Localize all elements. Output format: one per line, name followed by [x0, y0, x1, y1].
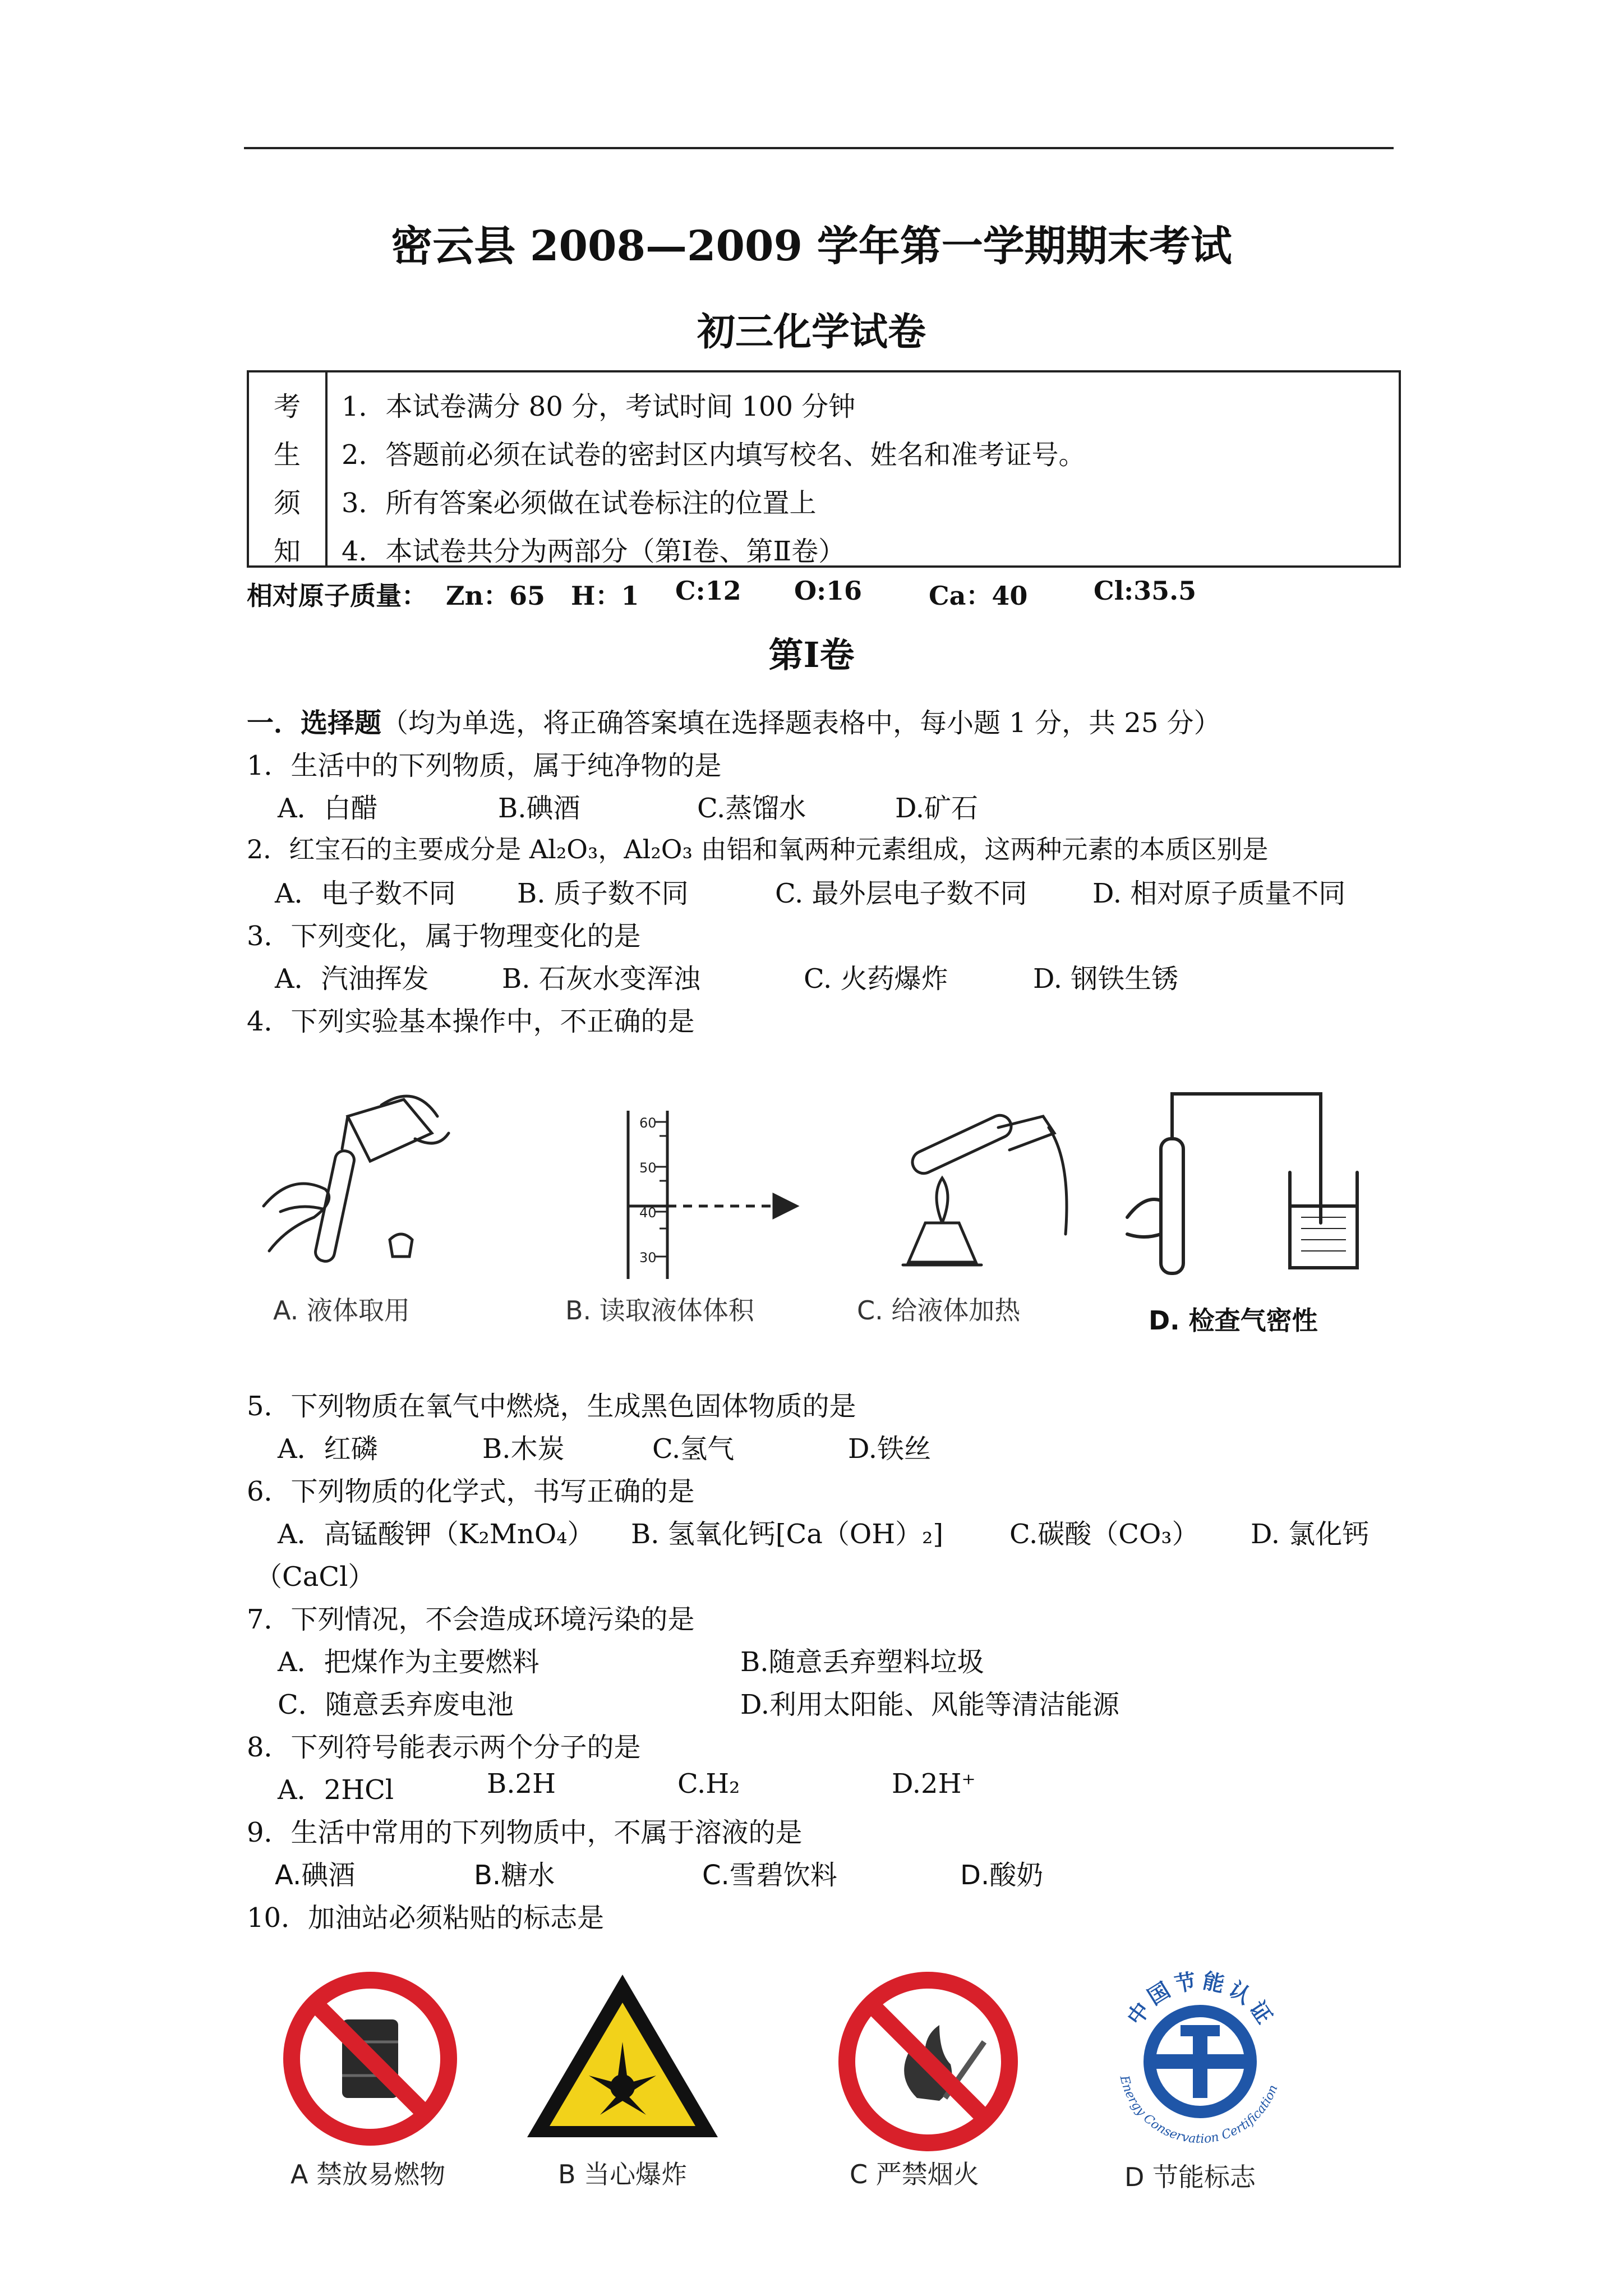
answer-option[interactable]: B.碘酒 — [498, 793, 580, 824]
answer-option[interactable]: B. 石灰水变浑浊 — [502, 963, 700, 995]
answer-option[interactable]: C.碳酸（CO₃） — [1009, 1519, 1199, 1550]
answer-option[interactable]: A．电子数不同 — [275, 878, 456, 909]
section-heading-note: （均为单选，将正确答案填在选择题表格中，每小题 1 分，共 25 分） — [381, 707, 1221, 739]
answer-option-continued: （CaCl） — [255, 1561, 375, 1593]
notice-item: 2．答题前必须在试卷的密封区内填写校名、姓名和准考证号。 — [342, 439, 1086, 471]
answer-option[interactable]: C.雪碧饮料 — [702, 1860, 837, 1891]
answer-option[interactable]: B. 质子数不同 — [517, 878, 689, 909]
notice-label-char: 考 — [273, 391, 301, 422]
answer-option[interactable]: B. 氢氧化钙[Ca（OH）₂] — [631, 1519, 944, 1550]
figure-caption: A. 液体取用 — [273, 1295, 410, 1326]
answer-option[interactable]: D.2H⁺ — [892, 1768, 976, 1800]
question-stem: 4．下列实验基本操作中，不正确的是 — [247, 1006, 695, 1037]
answer-option[interactable]: A．汽油挥发 — [275, 963, 429, 995]
answer-option[interactable]: D.矿石 — [895, 793, 979, 824]
cylinder-tick-label: 50 — [639, 1160, 657, 1176]
exam-notice-box — [247, 370, 1401, 568]
question-stem: 2．红宝石的主要成分是 Al₂O₃，Al₂O₃ 由铝和氧两种元素组成，这两种元素的本质区别是 — [247, 834, 1269, 864]
atomic-mass-label: 相对原子质量： — [247, 581, 427, 611]
svg-text:中国节能认证 — [1122, 1968, 1279, 2032]
logo-bottom-text: Energy Conservation Certification — [1117, 2074, 1281, 2147]
question-stem: 1．生活中的下列物质，属于纯净物的是 — [247, 750, 722, 781]
notice-label-char: 知 — [273, 536, 301, 567]
notice-label-column — [249, 372, 328, 565]
sign-caption: B 当心爆炸 — [558, 2159, 688, 2189]
no-open-flame-sign-icon — [827, 1969, 1029, 2154]
answer-option[interactable]: C.H₂ — [677, 1768, 740, 1800]
figure-caption: B. 读取液体体积 — [565, 1295, 754, 1326]
graduated-cylinder-illustration — [606, 1111, 808, 1285]
answer-option[interactable]: C. 火药爆炸 — [804, 963, 948, 995]
exam-title: 密云县 2008—2009 学年第一学期期末考试 — [391, 222, 1232, 270]
logo-top-text: 中国节能认证 — [1122, 1968, 1280, 2032]
pour-liquid-illustration — [247, 1083, 471, 1285]
answer-option[interactable]: C.蒸馏水 — [697, 793, 806, 824]
atomic-mass-value: Zn：65 — [446, 581, 546, 611]
answer-option[interactable]: A．红磷 — [278, 1433, 378, 1465]
answer-option[interactable]: A．高锰酸钾（K₂MnO₄） — [278, 1519, 594, 1550]
answer-option[interactable]: A．2HCl — [278, 1774, 394, 1806]
answer-option[interactable]: B.木炭 — [482, 1433, 565, 1465]
notice-item: 3．所有答案必须做在试卷标注的位置上 — [342, 487, 817, 519]
no-flammables-sign-icon — [275, 1969, 465, 2148]
answer-option[interactable]: D. 氯化钙 — [1251, 1519, 1370, 1550]
section-heading-title: 一．选择题 — [247, 707, 382, 739]
answer-option[interactable]: A.碘酒 — [275, 1860, 356, 1891]
notice-item: 4．本试卷共分为两部分（第Ⅰ卷、第Ⅱ卷） — [342, 536, 846, 567]
question-stem: 5．下列物质在氧气中燃烧，生成黑色固体物质的是 — [247, 1391, 856, 1422]
answer-option[interactable]: C. 最外层电子数不同 — [775, 878, 1027, 909]
explosion-warning-sign-icon — [516, 1963, 729, 2148]
atomic-mass-value: Cl:35.5 — [1094, 576, 1197, 606]
energy-conservation-logo-icon — [1096, 1958, 1304, 2154]
sign-caption: D 节能标志 — [1124, 2162, 1256, 2192]
atomic-mass-value: C:12 — [675, 576, 741, 606]
answer-option[interactable]: A．把煤作为主要燃料 — [278, 1646, 540, 1678]
notice-label-char: 生 — [273, 439, 301, 471]
answer-option[interactable]: B.2H — [487, 1768, 556, 1800]
answer-option[interactable]: B.糖水 — [474, 1860, 555, 1891]
section-heading — [247, 701, 1221, 740]
question-stem: 6．下列物质的化学式，书写正确的是 — [247, 1476, 695, 1507]
atomic-mass-value: H：1 — [571, 581, 639, 611]
notice-item: 1．本试卷满分 80 分，考试时间 100 分钟 — [342, 391, 856, 422]
exam-subtitle: 初三化学试卷 — [697, 310, 926, 355]
heating-liquid-illustration — [886, 1094, 1088, 1279]
part-heading: 第Ⅰ卷 — [768, 634, 855, 675]
figure-caption: D. 检查气密性 — [1149, 1305, 1318, 1336]
airtightness-check-illustration — [1122, 1083, 1368, 1285]
question-stem: 9．生活中常用的下列物质中，不属于溶液的是 — [247, 1817, 803, 1848]
sign-caption: C 严禁烟火 — [850, 2159, 979, 2189]
cylinder-tick-label: 40 — [639, 1205, 657, 1221]
question-stem: 8．下列符号能表示两个分子的是 — [247, 1732, 641, 1763]
answer-option[interactable]: B.随意丢弃塑料垃圾 — [740, 1646, 984, 1678]
top-rule — [244, 147, 1394, 149]
question-stem: 10．加油站必须粘贴的标志是 — [247, 1902, 605, 1934]
answer-option[interactable]: D. 相对原子质量不同 — [1092, 878, 1346, 909]
question-stem: 7．下列情况，不会造成环境污染的是 — [247, 1604, 695, 1635]
answer-option[interactable]: D.利用太阳能、风能等清洁能源 — [740, 1689, 1120, 1720]
sign-caption: A 禁放易燃物 — [291, 2159, 446, 2189]
answer-option[interactable]: C．随意丢弃废电池 — [278, 1689, 514, 1720]
answer-option[interactable]: A．白醋 — [278, 793, 378, 824]
notice-label-char: 须 — [273, 487, 301, 519]
answer-option[interactable]: D.铁丝 — [848, 1433, 932, 1465]
answer-option[interactable]: D.酸奶 — [960, 1860, 1044, 1891]
question-stem: 3．下列变化，属于物理变化的是 — [247, 921, 641, 952]
figure-caption: C. 给液体加热 — [857, 1295, 1021, 1326]
atomic-mass-value: O:16 — [794, 576, 863, 606]
cylinder-tick-label: 30 — [639, 1250, 657, 1266]
cylinder-tick-label: 60 — [639, 1115, 657, 1131]
atomic-mass-value: Ca：40 — [929, 581, 1028, 611]
answer-option[interactable]: C.氢气 — [652, 1433, 735, 1465]
answer-option[interactable]: D. 钢铁生锈 — [1033, 963, 1179, 995]
